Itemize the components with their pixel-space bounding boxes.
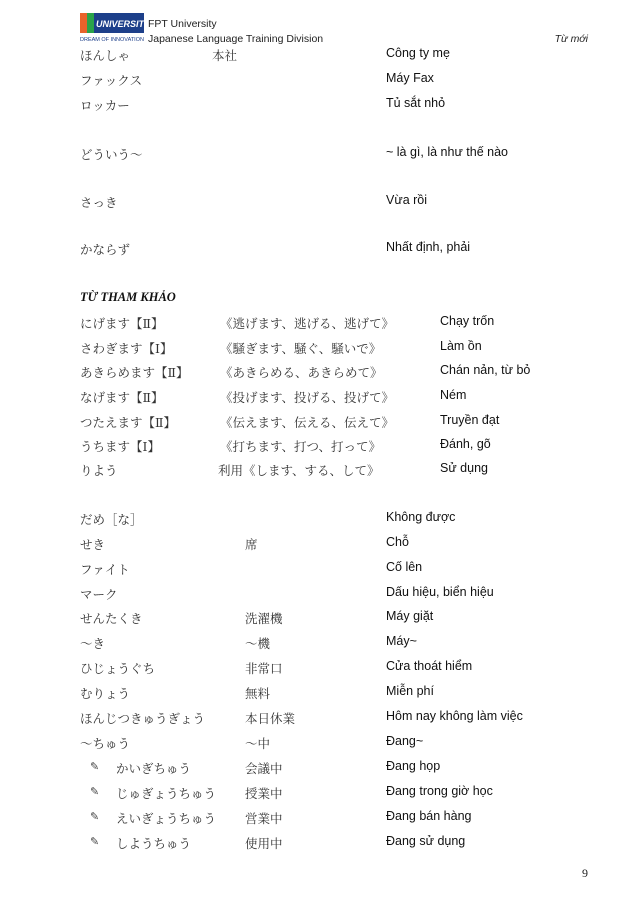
list-item bbox=[0, 809, 638, 829]
vocab-kana: さっき bbox=[80, 195, 118, 210]
vocab-kana: マーク bbox=[80, 587, 118, 602]
list-item bbox=[0, 96, 638, 116]
vocab-meaning: Không được bbox=[386, 510, 456, 524]
list-item bbox=[0, 759, 638, 779]
page-number: 9 bbox=[582, 866, 588, 880]
vocab-kanji: 無料 bbox=[245, 686, 271, 701]
reference-forms: 《逃げます、逃げる、逃げて》 bbox=[220, 316, 395, 331]
reference-kana: にげます【Ⅱ】 bbox=[80, 316, 164, 331]
vocab-meaning: ~ là gì, là như thế nào bbox=[386, 145, 508, 159]
vocab-meaning: Máy Fax bbox=[386, 71, 434, 85]
vocab-kanji: 使用中 bbox=[245, 836, 283, 851]
vocab-kanji: 授業中 bbox=[245, 786, 283, 801]
reference-kana: うちます【Ⅰ】 bbox=[80, 439, 160, 454]
vocab-kana: ロッカー bbox=[80, 98, 130, 113]
reference-meaning: Làm ồn bbox=[440, 339, 482, 353]
svg-text:UNIVERSITY: UNIVERSITY bbox=[96, 19, 151, 29]
list-item bbox=[0, 145, 638, 165]
reference-meaning: Chạy trốn bbox=[440, 314, 495, 328]
reference-meaning: Ném bbox=[440, 388, 467, 402]
reference-forms: 《伝えます、伝える、伝えて》 bbox=[220, 415, 395, 430]
reference-forms: 《投げます、投げる、投げて》 bbox=[220, 390, 395, 405]
vocab-kana: ファックス bbox=[80, 73, 143, 88]
vocab-kana: ほんじつきゅうぎょう bbox=[80, 711, 206, 726]
reference-forms: 《打ちます、打つ、打って》 bbox=[220, 439, 382, 454]
vocab-kana: ファイト bbox=[80, 562, 130, 577]
list-item bbox=[0, 240, 638, 260]
vocab-meaning: Tủ sắt nhỏ bbox=[386, 96, 446, 110]
reference-kana: なげます【Ⅱ】 bbox=[80, 390, 164, 405]
list-item bbox=[0, 784, 638, 804]
reference-meaning: Chán nản, từ bỏ bbox=[440, 363, 531, 377]
vocab-kana: ～き bbox=[80, 636, 106, 651]
vocab-meaning: Đang trong giờ học bbox=[386, 784, 493, 798]
fpt-logo-image bbox=[80, 13, 151, 43]
vocab-kanji: 洗濯機 bbox=[245, 611, 283, 626]
vocab-kana: どういう～ bbox=[80, 147, 143, 162]
pencil-icon: ✎ bbox=[90, 835, 100, 848]
vocab-meaning: Đang sử dụng bbox=[386, 834, 466, 848]
list-item bbox=[0, 734, 638, 754]
reference-meaning: Truyền đạt bbox=[440, 413, 500, 427]
vocab-kana: えいぎょうちゅう bbox=[116, 811, 217, 826]
svg-text:DREAM OF INNOVATION: DREAM OF INNOVATION bbox=[80, 37, 144, 43]
vocab-meaning: Miễn phí bbox=[386, 684, 434, 698]
list-item bbox=[0, 461, 638, 481]
vocab-meaning: Đang bán hàng bbox=[386, 809, 472, 823]
header-division: Japanese Language Training Division bbox=[148, 33, 324, 45]
list-item bbox=[0, 437, 638, 457]
reference-forms: 《あきらめる、あきらめて》 bbox=[220, 365, 383, 380]
vocab-kana: ～ちゅう bbox=[80, 736, 131, 751]
list-item bbox=[0, 684, 638, 704]
pencil-icon: ✎ bbox=[90, 760, 100, 773]
vocab-kana: かいぎちゅう bbox=[116, 761, 192, 776]
reference-kana: つたえます【Ⅱ】 bbox=[80, 415, 176, 430]
vocab-kana: じゅぎょうちゅう bbox=[116, 786, 217, 801]
vocab-meaning: Dấu hiệu, biển hiệu bbox=[386, 585, 494, 599]
vocab-meaning: Đang~ bbox=[386, 734, 424, 748]
list-item bbox=[0, 634, 638, 654]
list-item bbox=[0, 71, 638, 91]
vocab-kana: かならず bbox=[80, 242, 131, 257]
list-item bbox=[0, 510, 638, 530]
vocab-kana: しようちゅう bbox=[116, 836, 192, 851]
list-item bbox=[0, 560, 638, 580]
reference-meaning: Đánh, gõ bbox=[440, 437, 491, 451]
vocab-kana: ひじょうぐち bbox=[80, 661, 156, 676]
vocab-meaning: Chỗ bbox=[386, 535, 409, 549]
list-item bbox=[0, 535, 638, 555]
reference-title: TỪ THAM KHẢO bbox=[80, 290, 176, 304]
vocab-kanji: 営業中 bbox=[245, 811, 283, 826]
reference-kana: さわぎます【Ⅰ】 bbox=[80, 341, 173, 356]
vocab-kanji: ～機 bbox=[245, 636, 271, 651]
vocab-kanji: 席 bbox=[245, 537, 258, 552]
vocab-meaning: Công ty mẹ bbox=[386, 46, 450, 60]
list-item bbox=[0, 709, 638, 729]
header-section-tag: Từ mới bbox=[554, 33, 588, 45]
list-item bbox=[0, 585, 638, 605]
vocab-kanji: ～中 bbox=[245, 736, 271, 751]
vocab-kanji: 会議中 bbox=[245, 761, 283, 776]
reference-meaning: Sử dụng bbox=[440, 461, 488, 475]
vocab-kana: むりょう bbox=[80, 686, 131, 701]
vocab-kanji: 本社 bbox=[212, 48, 238, 63]
list-item bbox=[0, 609, 638, 629]
vocab-kana: せき bbox=[80, 537, 106, 552]
vocab-kanji: 本日休業 bbox=[245, 711, 296, 726]
pencil-icon: ✎ bbox=[90, 810, 100, 823]
vocab-kana: ほんしゃ bbox=[80, 48, 131, 63]
list-item bbox=[0, 363, 638, 383]
list-item bbox=[0, 659, 638, 679]
list-item bbox=[0, 314, 638, 334]
reference-forms: 《騒ぎます、騒ぐ、騒いで》 bbox=[220, 341, 382, 356]
reference-kana: りよう bbox=[80, 463, 118, 478]
vocab-meaning: Máy~ bbox=[386, 634, 417, 648]
vocab-meaning: Hôm nay không làm việc bbox=[386, 709, 523, 723]
list-item bbox=[0, 413, 638, 433]
list-item bbox=[0, 388, 638, 408]
vocab-kanji: 非常口 bbox=[245, 661, 283, 676]
list-item bbox=[0, 46, 638, 66]
vocab-meaning: Cố lên bbox=[386, 560, 423, 574]
vocab-meaning: Cửa thoát hiểm bbox=[386, 659, 473, 673]
pencil-icon: ✎ bbox=[90, 785, 100, 798]
vocab-meaning: Nhất định, phải bbox=[386, 240, 471, 254]
list-item bbox=[0, 193, 638, 213]
vocab-kana: せんたくき bbox=[80, 611, 143, 626]
fpt-logo bbox=[80, 13, 151, 43]
reference-forms: 利用《します、する、して》 bbox=[218, 463, 380, 478]
list-item bbox=[0, 834, 638, 854]
header-org: FPT University bbox=[148, 18, 217, 30]
vocab-kana: だめ［な］ bbox=[80, 512, 143, 527]
list-item bbox=[0, 339, 638, 359]
vocab-meaning: Vừa rồi bbox=[386, 193, 428, 207]
reference-kana: あきらめます【Ⅱ】 bbox=[80, 365, 189, 380]
vocab-meaning: Máy giặt bbox=[386, 609, 434, 623]
vocab-meaning: Đang họp bbox=[386, 759, 441, 773]
